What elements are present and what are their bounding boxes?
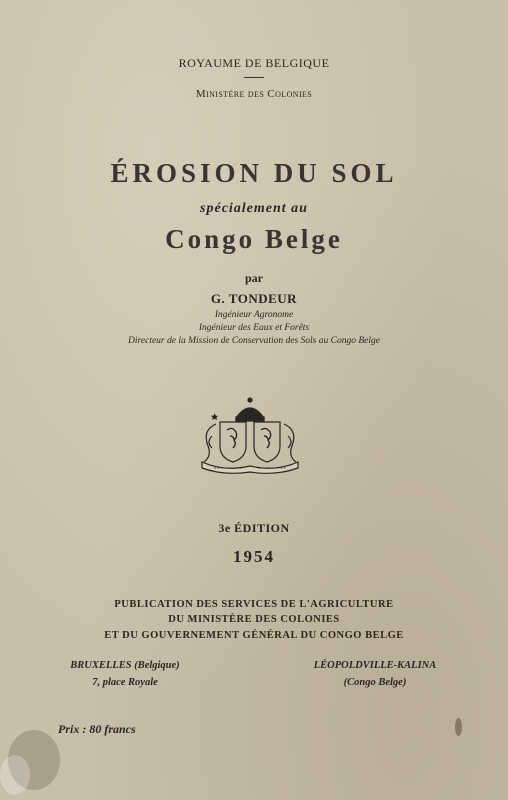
author-credential: Ingénieur Agronome	[214, 310, 294, 320]
coat-of-arms-icon	[194, 396, 306, 474]
leopoldville-country: (Congo Belge)	[343, 677, 407, 688]
paper-stain	[0, 755, 30, 795]
publisher-line: ET DU GOUVERNEMENT GÉNÉRAL DU CONGO BELGE	[104, 630, 404, 641]
author-credential: Directeur de la Mission de Conservation des Sols au Congo Belge	[128, 336, 380, 346]
leopoldville-city: LÉOPOLDVILLE-KALINA	[313, 660, 437, 671]
book-title: ÉROSION DU SOL	[110, 158, 398, 188]
subtitle-line-1: spécialement au	[200, 201, 308, 216]
edition-label: 3e ÉDITION	[218, 521, 290, 535]
ministry-heading: Ministère des Colonies	[195, 88, 313, 100]
author-name: G. TONDEUR	[210, 291, 298, 306]
publication-year: 1954	[233, 547, 275, 566]
paper-stain	[455, 718, 462, 736]
header-divider	[244, 77, 264, 78]
publisher-line: DU MINISTÈRE DES COLONIES	[168, 614, 340, 625]
price-label: Prix : 80 francs	[58, 722, 136, 736]
publisher-line: PUBLICATION DES SERVICES DE L'AGRICULTURE	[114, 599, 394, 610]
brussels-address: 7, place Royale	[92, 677, 158, 688]
author-credential: Ingénieur des Eaux et Forêts	[198, 323, 310, 333]
by-label: par	[245, 271, 263, 285]
kingdom-heading: ROYAUME DE BELGIQUE	[178, 56, 330, 70]
brussels-city: BRUXELLES (Belgique)	[70, 660, 180, 671]
subtitle-line-2: Congo Belge	[165, 224, 343, 254]
